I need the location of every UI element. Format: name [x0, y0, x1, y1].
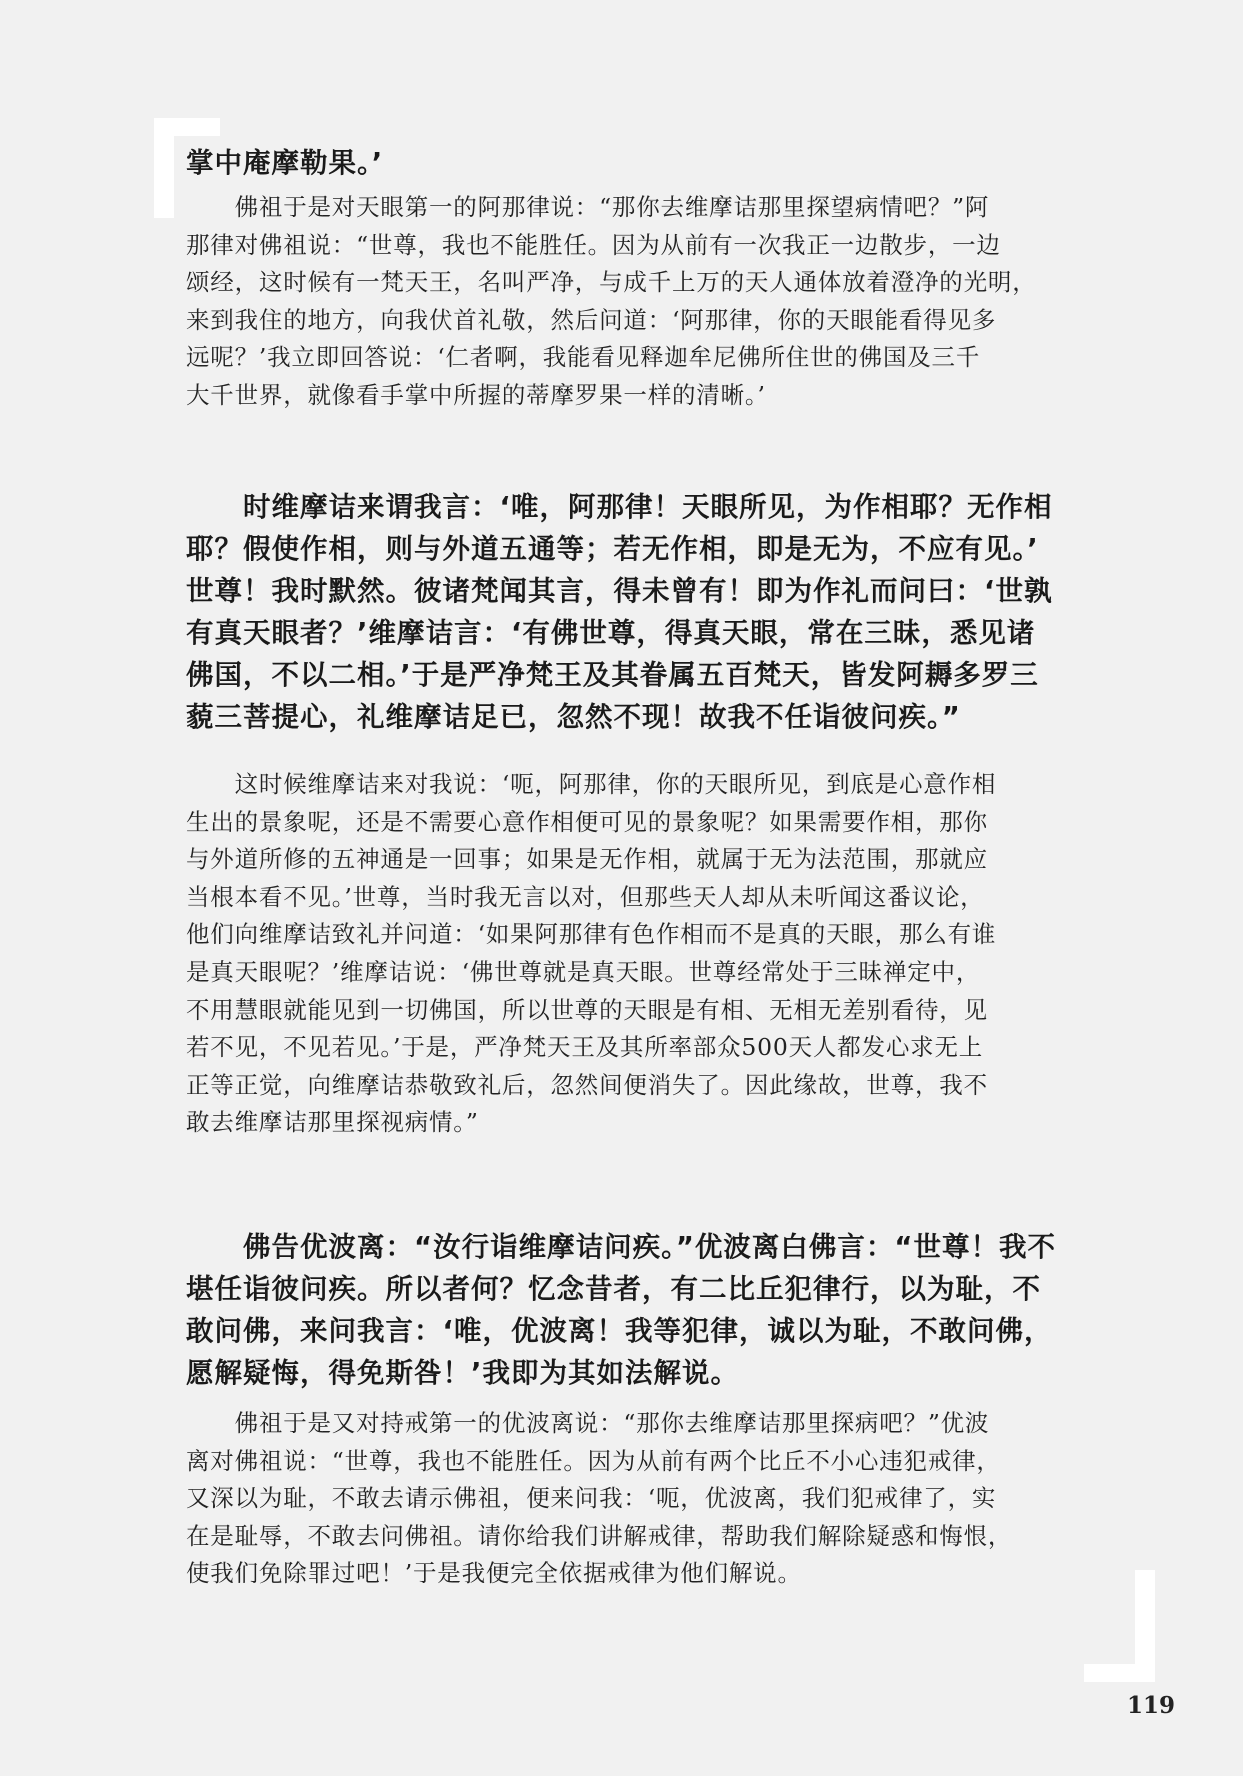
text-line: 时维摩诘来谓我言：‘唯，阿那律！天眼所见，为作相耶？无作相 [186, 491, 1053, 523]
corner-bracket-top-left-bar [154, 118, 220, 136]
text-line: 与外道所修的五神通是一回事；如果是无作相，就属于无为法范围，那就应 [186, 845, 988, 874]
text-line: 在是耻辱，不敢去问佛祖。请你给我们讲解戒律，帮助我们解除疑惑和悔恨， [186, 1521, 1013, 1550]
text-line: 他们向维摩诘致礼并问道：‘如果阿那律有色作相而不是真的天眼，那么有谁 [186, 920, 997, 949]
text-line: 佛祖于是对天眼第一的阿那律说：“那你去维摩诘那里探望病情吧？”阿 [186, 193, 990, 221]
text-line: 堪任诣彼问疾。所以者何？忆念昔者，有二比丘犯律行，以为耻，不 [186, 1272, 1041, 1305]
translation-paragraph-1 [186, 189, 1134, 415]
text-line: 生出的景象呢，还是不需要心意作相便可见的景象呢？如果需要作相，那你 [186, 807, 988, 836]
text-line: 有真天眼者？’维摩诘言：‘有佛世尊，得真天眼，常在三昧，悉见诸 [186, 616, 1036, 649]
text-line: 敢去维摩诘那里探视病情。” [186, 1108, 479, 1137]
text-line: 佛祖于是又对持戒第一的优波离说：“那你去维摩诘那里探病吧？”优波 [186, 1409, 990, 1437]
text-line: 当根本看不见。’世尊，当时我无言以对，但那些天人却从未听闻这番议论， [186, 882, 985, 911]
text-line: 佛国，不以二相。’于是严净梵王及其眷属五百梵天，皆发阿耨多罗三 [186, 658, 1039, 691]
text-line: 使我们免除罪过吧！’于是我便完全依据戒律为他们解说。 [186, 1559, 802, 1588]
text-line: 正等正觉，向维摩诘恭敬致礼后，忽然间便消失了。因此缘故，世尊，我不 [186, 1070, 988, 1099]
text-line: 颂经，这时候有一梵天王，名叫严净，与成千上万的天人通体放着澄净的光明， [186, 268, 1037, 297]
text-line: 又深以为耻，不敢去请示佛祖，便来问我：‘呃，优波离，我们犯戒律了，实 [186, 1484, 997, 1513]
text-line: 是真天眼呢？’维摩诘说：‘佛世尊就是真天眼。世尊经常处于三昧禅定中， [186, 957, 981, 986]
corner-bracket-bottom-right-bar [1084, 1664, 1155, 1682]
text-line: 这时候维摩诘来对我说：‘呃，阿那律，你的天眼所见，到底是心意作相 [186, 770, 997, 798]
text-line: 世尊！我时默然。彼诸梵闻其言，得未曾有！即为作礼而问曰：‘世孰 [186, 574, 1053, 607]
scripture-paragraph-1 [186, 487, 1134, 738]
text-line: 愿解疑悔，得免斯咎！’我即为其如法解说。 [186, 1356, 739, 1389]
text-line: 大千世界，就像看手掌中所握的蒂摩罗果一样的清晰。’ [186, 380, 766, 409]
text-line: 那律对佛祖说：“世尊，我也不能胜任。因为从前有一次我正一边散步，一边 [186, 230, 1001, 259]
text-line: 不用慧眼就能见到一切佛国，所以世尊的天眼是有相、无相无差别看待，见 [186, 995, 988, 1024]
scripture-paragraph-2 [186, 1227, 1134, 1395]
text-line: 若不见，不见若见。’于是，严净梵天王及其所率部众500天人都发心求无上 [186, 1033, 984, 1062]
text-line: 远呢？’我立即回答说：‘仁者啊，我能看见释迦牟尼佛所住世的佛国及三千 [186, 343, 981, 372]
opening-line: 掌中庵摩勒果。’ [186, 147, 384, 179]
translation-paragraph-3 [186, 1405, 1134, 1593]
text-line: 敢问佛，来问我言：‘唯，优波离！我等犯律，诚以为耻，不敢问佛， [186, 1314, 1053, 1347]
translation-paragraph-2 [186, 766, 1134, 1142]
text-line: 耶？假使作相，则与外道五通等；若无作相，即是无为，不应有见。’ [186, 532, 1039, 565]
text-line: 来到我住的地方，向我伏首礼敬，然后问道：‘阿那律，你的天眼能看得见多 [186, 305, 997, 334]
text-line: 藐三菩提心，礼维摩诘足已，忽然不现！故我不任诣彼问疾。” [186, 700, 961, 733]
text-line: 离对佛祖说：“世尊，我也不能胜任。因为从前有两个比丘不小心违犯戒律， [186, 1446, 1001, 1475]
text-line: 佛告优波离：“汝行诣维摩诘问疾。”优波离白佛言：“世尊！我不 [186, 1231, 1056, 1263]
page-number: 119 [1127, 1692, 1176, 1719]
